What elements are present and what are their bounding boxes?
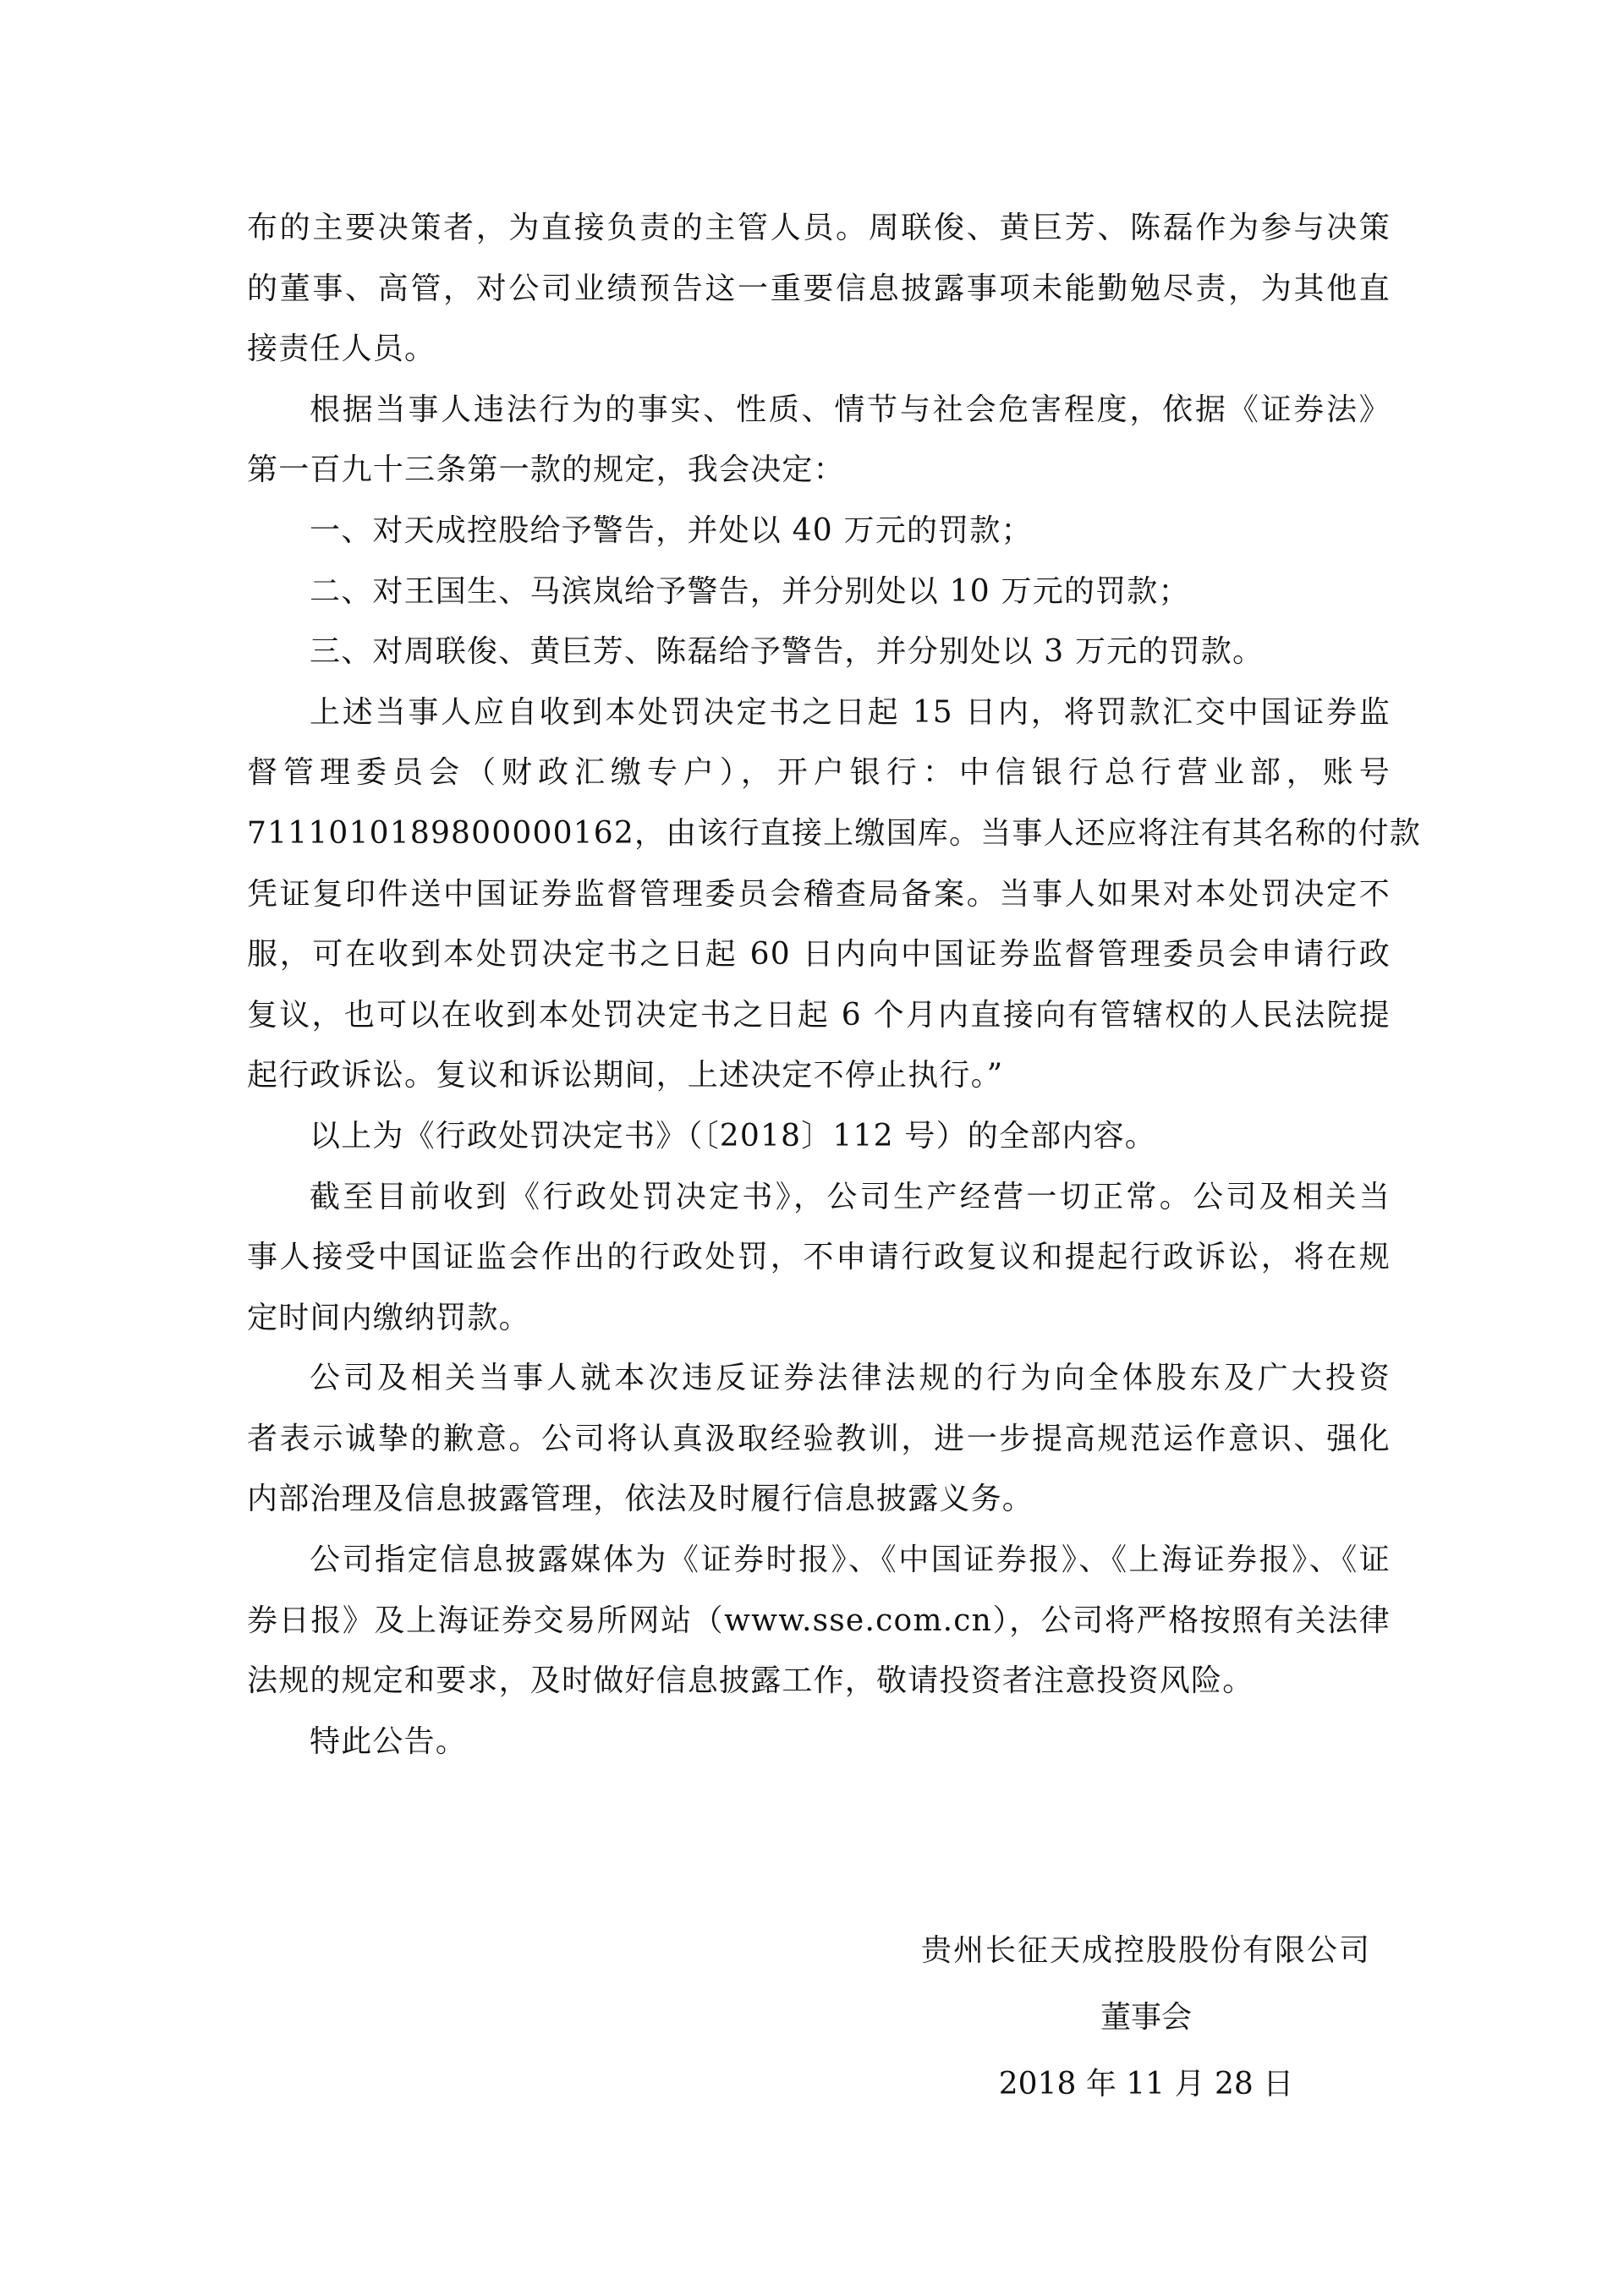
paragraph-responsible-persons bbox=[247, 198, 1391, 380]
text-line: 布的主要决策者，为直接负责的主管人员。周联俊、黄巨芳、陈磊作为参与决策 bbox=[247, 211, 1391, 245]
text-line: 7111010189800000162，由该行直接上缴国库。当事人还应将注有其名称的付款 bbox=[247, 815, 1421, 851]
paragraph-apology bbox=[247, 1348, 1391, 1530]
text-line: 者表示诚挚的歉意。公司将认真汲取经验教训，进一步提高规范运作意识、强化 bbox=[247, 1421, 1391, 1456]
text-line: 法规的规定和要求，及时做好信息披露工作，敬请投资者注意投资风险。 bbox=[247, 1663, 1254, 1699]
text-line: 定时间内缴纳罚款。 bbox=[247, 1300, 530, 1335]
paragraph-closing bbox=[247, 1712, 1391, 1773]
signature-date: 2018 年 11 月 28 日 bbox=[998, 2067, 1294, 2101]
paragraph-company-status bbox=[247, 1167, 1391, 1349]
document-body bbox=[247, 198, 1421, 1772]
paragraph-decision-3 bbox=[247, 622, 1391, 682]
text-line: 公司及相关当事人就本次违反证券法律法规的行为向全体股东及广大投资 bbox=[310, 1361, 1391, 1396]
paragraph-disclosure-media bbox=[247, 1530, 1391, 1712]
text-line: 第一百九十三条第一款的规定，我会决定： bbox=[247, 452, 845, 488]
paragraph-summary bbox=[247, 1106, 1391, 1167]
text-line: 事人接受中国证监会作出的行政处罚，不申请行政复议和提起行政诉讼，将在规 bbox=[247, 1240, 1391, 1275]
signature-block bbox=[914, 1917, 1379, 2118]
text-line: 内部治理及信息披露管理，依法及时履行信息披露义务。 bbox=[247, 1482, 1034, 1517]
signature-company-name: 贵州长征天成控股股份有限公司 bbox=[920, 1933, 1371, 1968]
text-line: 一、对天成控股给予警告，并处以 40 万元的罚款； bbox=[310, 512, 1033, 548]
text-line: 公司指定信息披露媒体为《证券时报》、《中国证券报》、《上海证券报》、《证 bbox=[310, 1543, 1391, 1578]
signature-board: 董事会 bbox=[1100, 2000, 1192, 2035]
paragraph-legal-basis bbox=[247, 380, 1391, 501]
text-line: 二、对王国生、马滨岚给予警告，并分别处以 10 万元的罚款； bbox=[310, 573, 1190, 609]
text-line: 起行政诉讼。复议和诉讼期间，上述决定不停止执行。” bbox=[247, 1058, 1004, 1093]
text-line: 上述当事人应自收到本处罚决定书之日起 15 日内，将罚款汇交中国证券监 bbox=[310, 694, 1391, 730]
paragraph-payment-instructions bbox=[247, 682, 1421, 1106]
paragraph-decision-2 bbox=[247, 562, 1391, 622]
text-line: 接责任人员。 bbox=[247, 332, 436, 367]
text-line: 三、对周联俊、黄巨芳、陈磊给予警告，并分别处以 3 万元的罚款。 bbox=[310, 634, 1265, 670]
text-line: 凭证复印件送中国证券监督管理委员会稽查局备案。当事人如果对本处罚决定不 bbox=[247, 876, 1391, 912]
text-line: 根据当事人违法行为的事实、性质、情节与社会危害程度，依据《证券法》 bbox=[310, 392, 1391, 427]
text-line: 复议，也可以在收到本处罚决定书之日起 6 个月内直接向有管辖权的人民法院提 bbox=[247, 997, 1391, 1033]
text-line: 的董事、高管，对公司业绩预告这一重要信息披露事项未能勤勉尽责，为其他直 bbox=[247, 271, 1391, 306]
text-line: 督管理委员会（财政汇缴专户），开户银行：中信银行总行营业部，账号 bbox=[247, 755, 1391, 791]
text-line: 截至目前收到《行政处罚决定书》，公司生产经营一切正常。公司及相关当 bbox=[310, 1179, 1391, 1214]
text-line: 以上为《行政处罚决定书》（〔2018〕112 号）的全部内容。 bbox=[310, 1118, 1156, 1153]
text-line: 特此公告。 bbox=[310, 1723, 468, 1759]
text-line: 券日报》及上海证券交易所网站（www.sse.com.cn），公司将严格按照有关法律 bbox=[247, 1603, 1391, 1638]
paragraph-decision-1 bbox=[247, 501, 1391, 562]
text-line: 服，可在收到本处罚决定书之日起 60 日内向中国证券监督管理委员会申请行政 bbox=[247, 937, 1391, 973]
